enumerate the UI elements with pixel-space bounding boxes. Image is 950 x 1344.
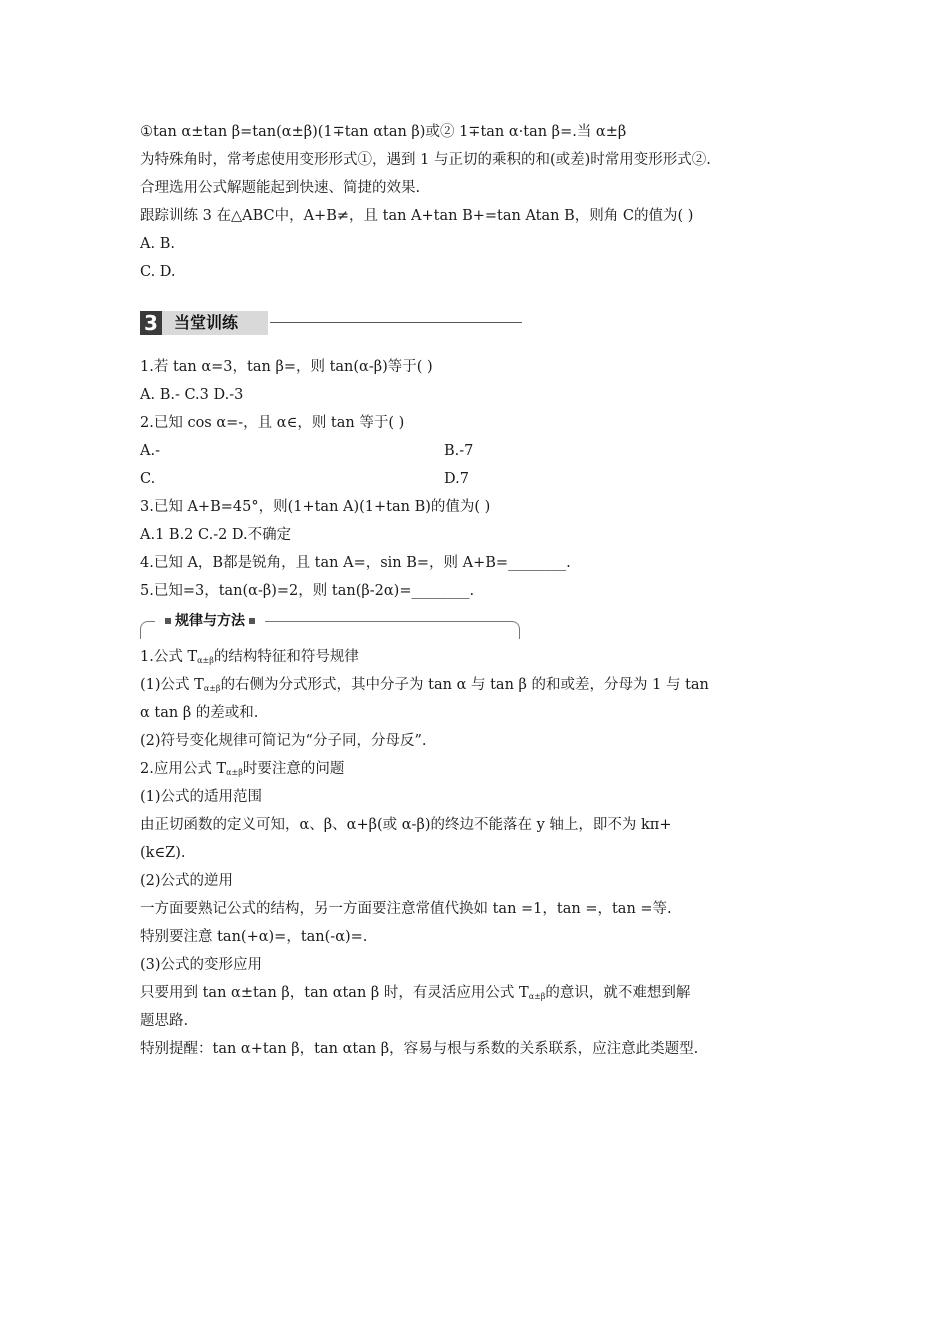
exercise-2-option-a: A.-	[140, 443, 160, 459]
method-box-title: 规律与方法	[175, 613, 245, 629]
method-box-frame	[140, 613, 520, 639]
text-line: 为特殊角时，常考虑使用变形形式①，遇到 1 与正切的乘积的和(或差)时常用变形形式②.	[140, 152, 711, 168]
text-line: ①tan α±tan β=tan(α±β)(1∓tan αtan β)或② 1∓tan α·tan β=.当 α±β	[140, 124, 627, 140]
option-line: C. D.	[140, 264, 176, 280]
exercise-3: 3.已知 A+B=45°，则(1+tan A)(1+tan B)的值为( )	[140, 499, 491, 515]
method-box-label	[155, 610, 265, 632]
exercise-2-option-c: C.	[140, 471, 156, 487]
method-line: (1)公式的适用范围	[140, 789, 263, 805]
method-line: (k∈Z).	[140, 845, 186, 861]
exercise-1: 1.若 tan α=3，tan β=，则 tan(α-β)等于( )	[140, 359, 433, 375]
exercise-2-option-b: B.-7	[444, 443, 474, 459]
method-line: 特别要注意 tan(+α)=，tan(-α)=.	[140, 929, 368, 945]
exercise-3-options: A.1 B.2 C.-2 D.不确定	[140, 527, 292, 543]
method-line: (2)公式的逆用	[140, 873, 234, 889]
section-divider	[270, 322, 522, 323]
exercise-1-options: A. B.- C.3 D.-3	[140, 387, 244, 403]
method-line: α tan β 的差或和.	[140, 705, 259, 721]
formula-subscript: α±β	[197, 656, 214, 665]
square-bullet-icon	[165, 618, 171, 624]
method-line: 题思路.	[140, 1013, 189, 1029]
formula-subscript: α±β	[226, 768, 243, 777]
option-line: A. B.	[140, 236, 175, 252]
method-line: 特别提醒：tan α+tan β，tan αtan β，容易与根与系数的关系联系，应注意此类题型.	[140, 1041, 699, 1057]
section-title: 当堂训练	[162, 311, 268, 335]
method-line: 2.应用公式 $T_{\alpha\pm\beta}$时要注意的问题	[140, 761, 345, 777]
formula-subscript: α±β	[203, 684, 221, 693]
formula-subscript: α±β	[528, 992, 546, 1001]
method-line: 一方面要熟记公式的结构，另一方面要注意常值代换如 tan =1，tan =，tan =等.	[140, 901, 672, 917]
section-number: 3	[140, 311, 162, 335]
method-line: 1.公式 $T_{\alpha\pm\beta}$的结构特征和符号规律	[140, 649, 359, 665]
follow-up-exercise: 跟踪训练 3 在△ABC中，A+B≠，且 tan A+tan B+=tan Atan B，则角 C的值为( )	[140, 208, 694, 224]
method-line: 由正切函数的定义可知，α、β、α+β(或 α-β)的终边不能落在 y 轴上，即不为 kπ+	[140, 817, 672, 833]
exercise-5: 5.已知=3，tan(α-β)=2，则 tan(β-2α)=________.	[140, 583, 475, 599]
square-bullet-icon	[249, 618, 255, 624]
method-line: 只要用到 tan α±tan β，tan αtan β 时，有灵活应用公式 $T_{\alpha\pm\beta}$的意识，就不难想到解	[140, 985, 691, 1001]
method-line: (2)符号变化规律可简记为“分子同，分母反”.	[140, 733, 427, 749]
exercise-2: 2.已知 cos α=-，且 α∈，则 tan 等于( )	[140, 415, 405, 431]
method-line: (3)公式的变形应用	[140, 957, 263, 973]
exercise-2-option-d: D.7	[444, 471, 469, 487]
section-header	[140, 311, 522, 335]
text-line: 合理选用公式解题能起到快速、简捷的效果.	[140, 180, 421, 196]
method-line: (1)公式 $T_{\alpha\pm\beta}$的右侧为分式形式，其中分子为 tan α 与 tan β 的和或差，分母为 1 与 tan	[140, 677, 709, 693]
exercise-4: 4.已知 A，B都是锐角，且 tan A=，sin B=，则 A+B=________.	[140, 555, 571, 571]
